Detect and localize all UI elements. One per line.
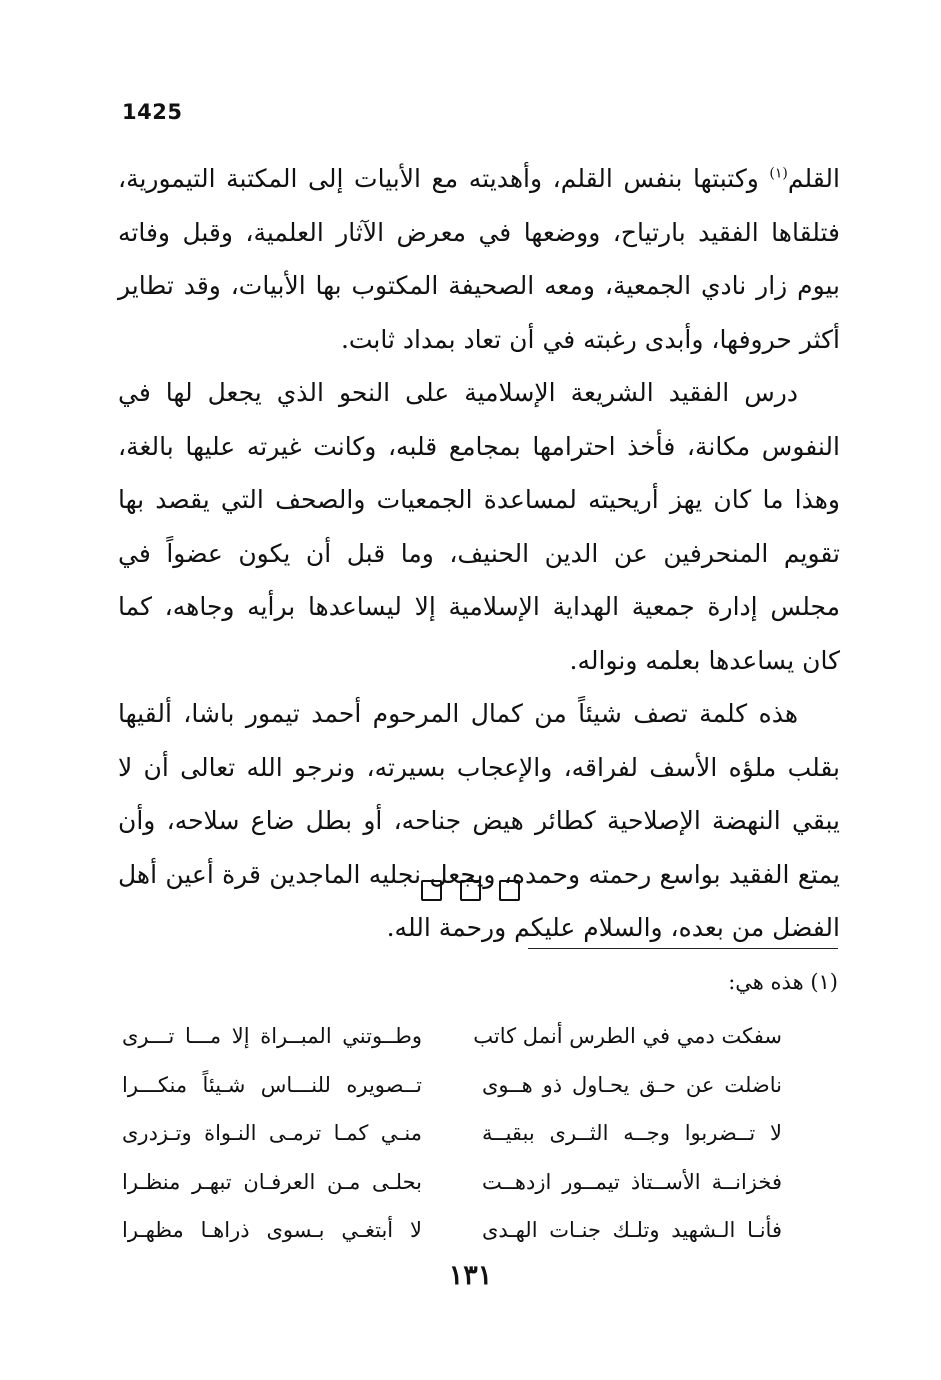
poem-verse bbox=[118, 1109, 840, 1158]
verse-first-hemistich: ناضلت عن حـق يحـاول ذو هــوى bbox=[482, 1072, 782, 1097]
footnote-intro: (١) هذه هي: bbox=[728, 970, 838, 994]
section-separator bbox=[0, 880, 941, 905]
verse-second-hemistich: بحلـى مـن العرفـان تبهـر منظـرا bbox=[122, 1169, 422, 1194]
verse-first-hemistich: سفكت دمي في الطرس أنمل كاتب bbox=[473, 1024, 782, 1049]
poem-verse bbox=[118, 1012, 840, 1061]
square-icon bbox=[421, 880, 442, 901]
page-number: ١٣١ bbox=[448, 1260, 493, 1291]
paragraph-1-start: القلم bbox=[787, 164, 840, 193]
poem-verse bbox=[118, 1206, 840, 1255]
verse-first-hemistich: لا تــضربوا وجــه الثــرى ببقيــة bbox=[482, 1121, 782, 1146]
verse-first-hemistich: فخزانــة الأســتاذ تيمــور ازدهــت bbox=[482, 1169, 782, 1194]
verse-second-hemistich: وطــوتني المبــراة إلا مـــا تـــرى bbox=[122, 1024, 422, 1049]
paragraph-3: هذه كلمة تصف شيئاً من كمال المرحوم أحمد تيمور باشا، ألقيها بقلب ملؤه الأسف لفراقه، والإعجاب بسيرته، ونرجو الله تعالى أن لا يبقي النهضة الإصلاحية كطائر هيض جناحه، أو بطل ضاع سلاحه، وأن يمتع الفقيد بواسع رحمته وحمده، ويجعل نجليه الماجدين قرة أعين أهل الفضل من بعده، والسلام عليكم ورحمة الله. bbox=[118, 699, 840, 942]
square-icon bbox=[460, 880, 481, 901]
verse-first-hemistich: فأنـا الـشهيد وتلـك جنـات الهـدى bbox=[482, 1218, 782, 1243]
verse-second-hemistich: تــصويره للنـــاس شـيئاً منكـــرا bbox=[122, 1072, 422, 1097]
poem-verse bbox=[118, 1061, 840, 1110]
verse-second-hemistich: منـي كمـا ترمـى النـواة وتـزدرى bbox=[122, 1121, 422, 1146]
main-text bbox=[118, 152, 840, 955]
paragraph-1-text: وكتبتها بنفس القلم، وأهديته مع الأبيات إلى المكتبة التيمورية، فتلقاها الفقيد بارتياح، ووضعها في معرض الآثار العلمية، وقبل وفاته بيوم زار نادي الجمعية، ومعه الصحيفة المكتوب بها الأبيات، وقد تطاير أكثر حروفها، وأبدى رغبته في أن تعاد بمداد ثابت. bbox=[118, 164, 840, 354]
paragraph-2: درس الفقيد الشريعة الإسلامية على النحو الذي يجعل لها في النفوس مكانة، فأخذ احترامها بمجامع قلبه، وكانت غيرته عليها بالغة، وهذا ما كان يهز أريحيته لمساعدة الجمعيات والصحف التي يقصد بها تقويم المنحرفين عن الدين الحنيف، وما قبل أن يكون عضواً في مجلس إدارة جمعية الهداية الإسلامية إلا ليساعدها برأيه وجاهه، كما كان يساعدها بعلمه ونواله. bbox=[118, 378, 840, 675]
square-icon bbox=[499, 880, 520, 901]
page-code: 1425 bbox=[122, 100, 183, 124]
poem-verse bbox=[118, 1158, 840, 1207]
footnote-poem bbox=[118, 1012, 840, 1255]
footnote-divider bbox=[528, 948, 838, 949]
footnote-reference: (١) bbox=[769, 165, 788, 182]
verse-second-hemistich: لا أبتغـي بـسوى ذراهـا مظهـرا bbox=[122, 1218, 422, 1243]
paragraph-1 bbox=[118, 152, 840, 366]
